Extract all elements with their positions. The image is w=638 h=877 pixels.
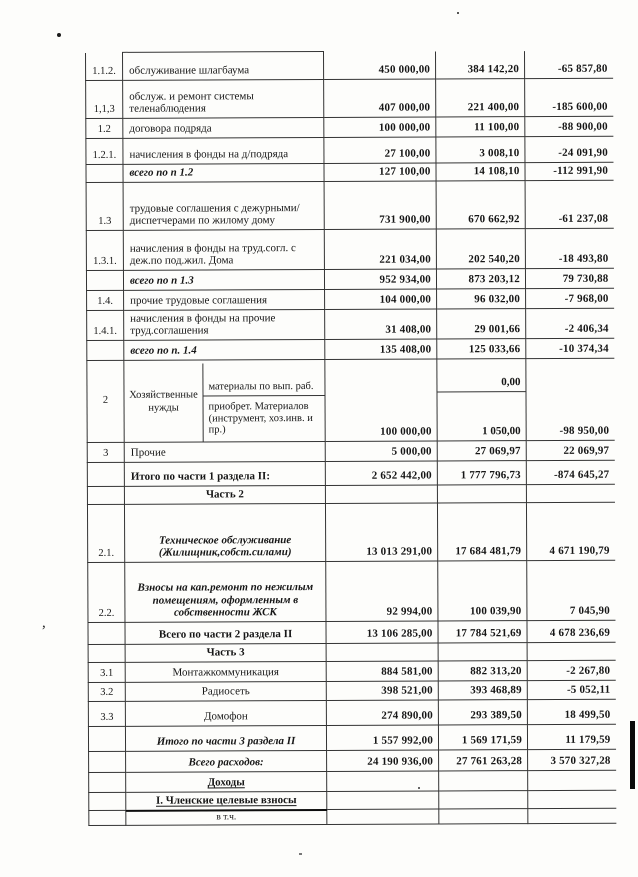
table-row	[88, 660, 615, 682]
fact-amount-cell: 96 032,00	[437, 289, 526, 309]
description-cell: обслуж. и ремонт системы теленаблюдения	[123, 79, 324, 118]
deviation-amount-cell: -10 374,34	[526, 338, 614, 358]
fact-amount-cell: 393 468,89	[438, 681, 527, 700]
table-row	[86, 228, 613, 270]
fact-amount-cell: 384 142,20	[435, 51, 524, 79]
row-number-cell: 1.3	[86, 182, 123, 230]
description-cell: Домофон	[125, 700, 326, 726]
row-number-cell	[89, 792, 126, 810]
table-row	[87, 288, 614, 310]
expense-group	[124, 363, 324, 442]
description-cell: Итого по части 1 раздела II:	[124, 461, 325, 486]
fact-amount-cell	[439, 809, 528, 824]
fact-amount-cell: 882 313,20	[438, 661, 527, 681]
table-row	[88, 642, 615, 662]
deviation-amount-cell: -185 600,00	[525, 78, 613, 116]
description-cell: трудовые соглашения с дежурными/диспетчерами по жилому дому	[123, 181, 324, 230]
table-row	[86, 116, 613, 138]
row-number-cell: 1,1,3	[86, 80, 123, 118]
plan-amount-cell: 24 190 936,00	[327, 750, 439, 771]
row-number-cell	[88, 644, 125, 662]
fact-amount-cell: 29 001,66	[437, 309, 526, 339]
plan-amount-cell	[327, 809, 439, 824]
plan-amount-cell: 135 408,00	[325, 339, 437, 359]
table-row	[88, 699, 615, 726]
row-number-cell	[88, 622, 125, 644]
row-number-cell: 3.2	[88, 682, 125, 701]
description-cell: прочие трудовые соглашения	[124, 289, 325, 310]
row-number-cell: 2.1.	[87, 504, 124, 562]
table-row	[89, 790, 616, 810]
table-row	[86, 78, 613, 118]
fact-amount-cell	[437, 359, 526, 441]
row-number-cell: 1.1.2.	[86, 52, 123, 80]
table-row	[86, 162, 613, 182]
deviation-amount-cell	[528, 770, 616, 790]
deviation-amount-cell: -18 493,80	[525, 228, 613, 268]
deviation-amount-cell: 4 671 190,79	[526, 502, 614, 560]
description-cell: в т.ч.	[126, 809, 327, 825]
description-cell: всего по п 1.2	[123, 163, 324, 182]
fact-amount-cell: 11 100,00	[436, 117, 525, 137]
description-cell: Техническое обслуживание (Жилищник,собст.силами)	[124, 503, 325, 562]
fact-amount-cell: 873 203,12	[436, 269, 525, 289]
description-cell: Всего по части 2 раздела II	[125, 621, 326, 644]
plan-amount-cell: 5 000,00	[325, 441, 437, 461]
plan-amount-cell: 27 100,00	[324, 137, 436, 163]
plan-amount-cell	[326, 643, 438, 661]
description-cell: договора подряда	[123, 117, 324, 138]
deviation-amount-cell: -24 091,90	[525, 136, 613, 162]
plan-amount-cell: 1 557 992,00	[326, 725, 438, 750]
row-number-cell: 3.1	[88, 662, 125, 682]
plan-amount-cell	[327, 791, 439, 809]
row-number-cell	[89, 810, 126, 825]
fact-amount-cell: 670 662,92	[436, 181, 525, 229]
deviation-amount-cell: 11 179,59	[527, 724, 615, 749]
expense-group-label: Хозяйственные нужды	[124, 363, 203, 441]
deviation-amount-cell: -61 237,08	[525, 180, 613, 228]
description-cell: начисления в фонды на прочие труд.соглашения	[124, 309, 325, 340]
table-row	[86, 50, 613, 80]
row-number-cell: 1.2	[86, 118, 123, 138]
description-cell: начисления в фонды на труд.согл. с деж.по под.жил. Дома	[123, 229, 324, 270]
plan-amount-cell: 221 034,00	[324, 229, 436, 269]
fact-amount-cell	[439, 791, 528, 809]
expense-subitem-label: материалы по вып. раб.	[203, 363, 324, 397]
plan-amount-cell: 884 581,00	[326, 661, 438, 681]
budget-table	[85, 50, 616, 826]
plan-amount-cell: 100 000,00	[324, 117, 436, 137]
fact-amount-cell: 17 784 521,69	[438, 621, 527, 643]
row-number-cell: 2	[87, 360, 124, 442]
table-row	[89, 749, 616, 772]
description-cell: всего по п. 1.4	[124, 339, 325, 360]
description-cell: начисления в фонды на д/подряда	[123, 137, 324, 164]
description-cell	[124, 359, 325, 442]
fact-amount-cell	[438, 643, 527, 661]
row-number-cell	[87, 340, 124, 360]
fact-amount-cell: 202 540,20	[436, 229, 525, 269]
table-row	[87, 440, 614, 462]
row-number-cell	[88, 726, 125, 751]
deviation-amount-cell: 22 069,97	[526, 440, 614, 460]
fact-amount-sub: 0,00	[437, 359, 525, 392]
deviation-amount-cell	[528, 808, 616, 823]
row-number-cell	[87, 486, 124, 504]
row-number-cell	[87, 462, 124, 486]
expense-subitem-label: приобрет. Материалов (инструмент, хоз.инв. и пр.)	[208, 400, 313, 436]
fact-amount-sub: 1 050,00	[482, 425, 521, 438]
fact-amount-cell: 221 400,00	[436, 79, 525, 117]
plan-amount-cell: 31 408,00	[325, 309, 437, 339]
table-row	[88, 620, 615, 644]
deviation-amount-cell: -112 991,90	[525, 162, 613, 180]
table-row	[86, 268, 613, 290]
deviation-amount-cell	[528, 790, 616, 808]
scan-artifact-dot	[299, 853, 302, 855]
deviation-amount-cell: 18 499,50	[527, 699, 615, 724]
description-cell: Прочие	[124, 441, 325, 462]
description-cell: Взносы на кап.ремонт по нежилым помещениям, оформленным в собственности ЖСК	[125, 561, 326, 622]
plan-amount-cell: 398 521,00	[326, 681, 438, 700]
deviation-amount-cell: -7 968,00	[526, 288, 614, 308]
row-number-cell: 1.2.1.	[86, 138, 123, 164]
plan-amount-cell: 952 934,00	[324, 269, 436, 289]
description-cell: Часть 2	[124, 485, 325, 504]
fact-amount-cell: 1 777 796,73	[437, 461, 526, 485]
plan-amount-cell: 731 900,00	[324, 181, 436, 229]
scan-artifact-ink-mark: ,	[42, 615, 46, 631]
row-number-cell: 1.4.	[87, 290, 124, 310]
plan-amount-cell: 274 890,00	[326, 700, 438, 725]
plan-amount-cell: 13 013 291,00	[325, 503, 437, 561]
deviation-amount-cell: 79 730,88	[525, 268, 613, 288]
description-cell: Итого по части 3 раздела II	[125, 725, 326, 751]
table-row	[87, 358, 614, 442]
plan-amount-cell: 92 994,00	[326, 561, 438, 621]
description-cell: Доходы	[126, 771, 327, 792]
description-cell: I. Членские целевые взносы	[126, 791, 327, 810]
scan-artifact-bar	[630, 721, 635, 789]
table-row	[87, 308, 614, 340]
row-number-cell: 3	[87, 442, 124, 462]
table-row	[87, 338, 614, 360]
fact-amount-cell: 3 008,10	[436, 137, 525, 163]
plan-amount-cell: 450 000,00	[323, 51, 435, 79]
deviation-amount-cell: -2 406,34	[526, 308, 614, 338]
expense-subitems	[203, 363, 324, 442]
fact-amount-cell: 27 069,97	[437, 441, 526, 461]
plan-amount-cell	[325, 485, 437, 503]
fact-amount-cell: 100 039,90	[438, 561, 527, 621]
deviation-amount-cell: 4 678 236,69	[527, 620, 615, 642]
fact-amount-cell: 1 569 171,59	[438, 725, 527, 750]
fact-amount-cell	[439, 771, 528, 791]
description-cell: Монтажкоммуникация	[125, 661, 326, 682]
deviation-amount-cell: -5 052,11	[527, 680, 615, 699]
description-cell: обслуживание шлагбаума	[123, 51, 324, 80]
row-number-cell	[86, 164, 123, 182]
plan-amount-cell: 2 652 442,00	[325, 461, 437, 485]
plan-amount-cell: 127 100,00	[324, 163, 436, 181]
deviation-amount-cell: 3 570 327,28	[528, 749, 616, 770]
row-number-cell: 1.4.1.	[87, 310, 124, 340]
plan-amount-cell: 407 000,00	[324, 79, 436, 117]
table-row	[86, 136, 613, 164]
plan-amount-cell	[327, 771, 439, 791]
deviation-amount-cell: -65 857,80	[524, 50, 612, 78]
fact-amount-cell: 27 761 263,28	[439, 750, 528, 771]
row-number-cell: 2.2.	[88, 562, 125, 622]
row-number-cell	[89, 751, 126, 772]
deviation-amount-cell: -874 645,27	[526, 460, 614, 484]
scan-artifact-dot	[57, 33, 61, 37]
deviation-amount-cell: -98 950,00	[526, 358, 614, 440]
fact-amount-cell	[437, 485, 526, 503]
plan-amount-cell: 100 000,00	[325, 359, 437, 441]
plan-amount-cell: 13 106 285,00	[326, 621, 438, 643]
table-row	[86, 180, 613, 230]
deviation-amount-cell	[527, 642, 615, 660]
row-number-cell	[89, 772, 126, 792]
budget-table-body	[86, 50, 616, 825]
table-row	[87, 502, 614, 562]
scan-artifact-dot	[457, 12, 459, 14]
deviation-amount-cell	[526, 484, 614, 502]
fact-amount-cell: 125 033,66	[437, 339, 526, 359]
row-number-cell	[86, 270, 123, 290]
deviation-amount-cell: -88 900,00	[525, 116, 613, 136]
row-number-cell: 1.3.1.	[86, 230, 123, 270]
description-cell: Всего расходов:	[126, 750, 327, 772]
table-row	[87, 460, 614, 486]
table-row	[87, 484, 614, 504]
deviation-amount-cell: -2 267,80	[527, 660, 615, 680]
fact-amount-cell: 17 684 481,79	[437, 503, 526, 561]
table-row	[88, 724, 615, 751]
row-number-cell: 3.3	[88, 701, 125, 726]
table-row	[88, 560, 615, 622]
deviation-amount-cell: 7 045,90	[527, 560, 615, 620]
description-cell: Часть 3	[125, 643, 326, 662]
table-row	[88, 680, 615, 701]
description-cell: Радиосеть	[125, 681, 326, 701]
plan-amount-cell: 104 000,00	[325, 289, 437, 309]
table-row	[89, 770, 616, 792]
table-row	[89, 808, 616, 825]
fact-amount-cell: 293 389,50	[438, 700, 527, 725]
fact-amount-cell: 14 108,10	[436, 163, 525, 181]
description-cell: всего по п 1.3	[123, 269, 324, 290]
